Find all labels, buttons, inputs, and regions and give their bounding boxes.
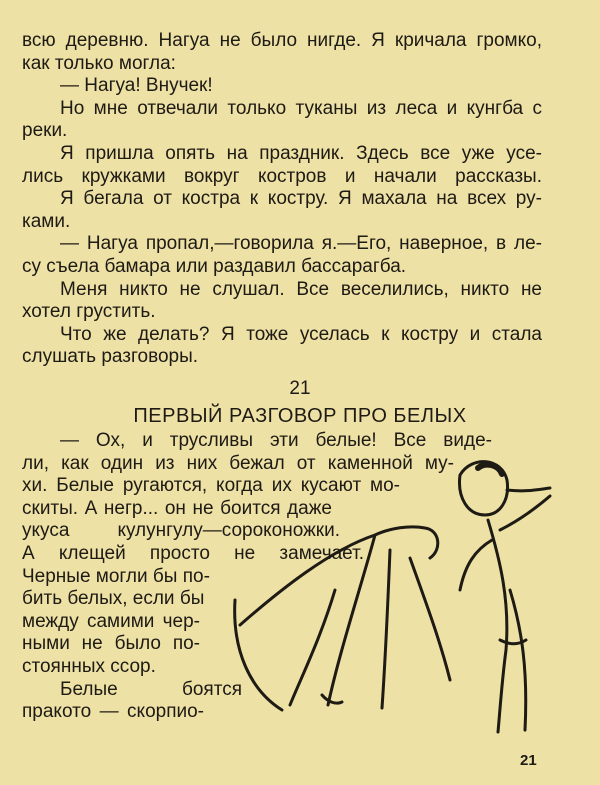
page-number: 21 [520,752,537,769]
text-line: бить белых, если бы [22,588,205,610]
text-line: реки. [22,120,68,142]
text-line: Меня никто не слушал. Все веселились, никто не [60,278,542,300]
text-line: слушать разговоры. [22,346,199,368]
text-line: ными не было по- [22,633,200,655]
man-figure [460,462,550,732]
text-line: Я пришла опять на праздник. Здесь все уже усе- [60,142,542,164]
text-line: Что же делать? Я тоже уселась к костру и стала [60,323,542,345]
text-line: как только могла: [22,52,176,74]
text-line: Черные могли бы по- [22,565,210,587]
text-line: хи. Белые ругаются, когда их кусают мо- [22,475,400,497]
text-line: Белые боятся [60,678,242,700]
text-line: хотел грустить. [22,301,156,323]
text-line: А клещей просто не замечает. [22,542,364,564]
text-line: — Нагуа! Внучек! [60,75,213,97]
text-line: — Нагуа пропал,—говорила я.—Его, наверное, в ле- [60,233,542,255]
text-line: лись кружками вокруг костров и начали рассказы. [22,165,542,187]
text-line: пракото — скорпио- [22,701,204,723]
top-paragraphs [22,30,542,369]
text-line: всю деревню. Нагуа не было нигде. Я кричала громко, [22,30,542,51]
chapter-number: 21 [289,378,311,399]
text-line: — Ох, и трусливы эти белые! Все виде- [60,430,492,451]
text-line: укуса кулунгулу—сороконожки. [22,520,340,542]
text-line: су съела бамара или раздавил бассарагба. [22,255,407,277]
text-line: ли, как один из них бежал от каменной му- [22,452,454,474]
text-line: стоянных ссор. [22,655,156,677]
text-line: между самими чер- [22,610,200,632]
text-line: Я бегала от костра к костру. Я махала на всех ру- [60,188,542,210]
chapter-title: ПЕРВЫЙ РАЗГОВОР ПРО БЕЛЫХ [133,405,467,427]
text-line: скиты. А негр... он не боится даже [22,497,332,519]
monkey-figure [235,527,450,710]
text-line: Но мне отвечали только туканы из леса и кунгба с [60,97,542,119]
illustration-monkey-and-man [210,440,600,740]
text-line: ками. [22,210,71,232]
